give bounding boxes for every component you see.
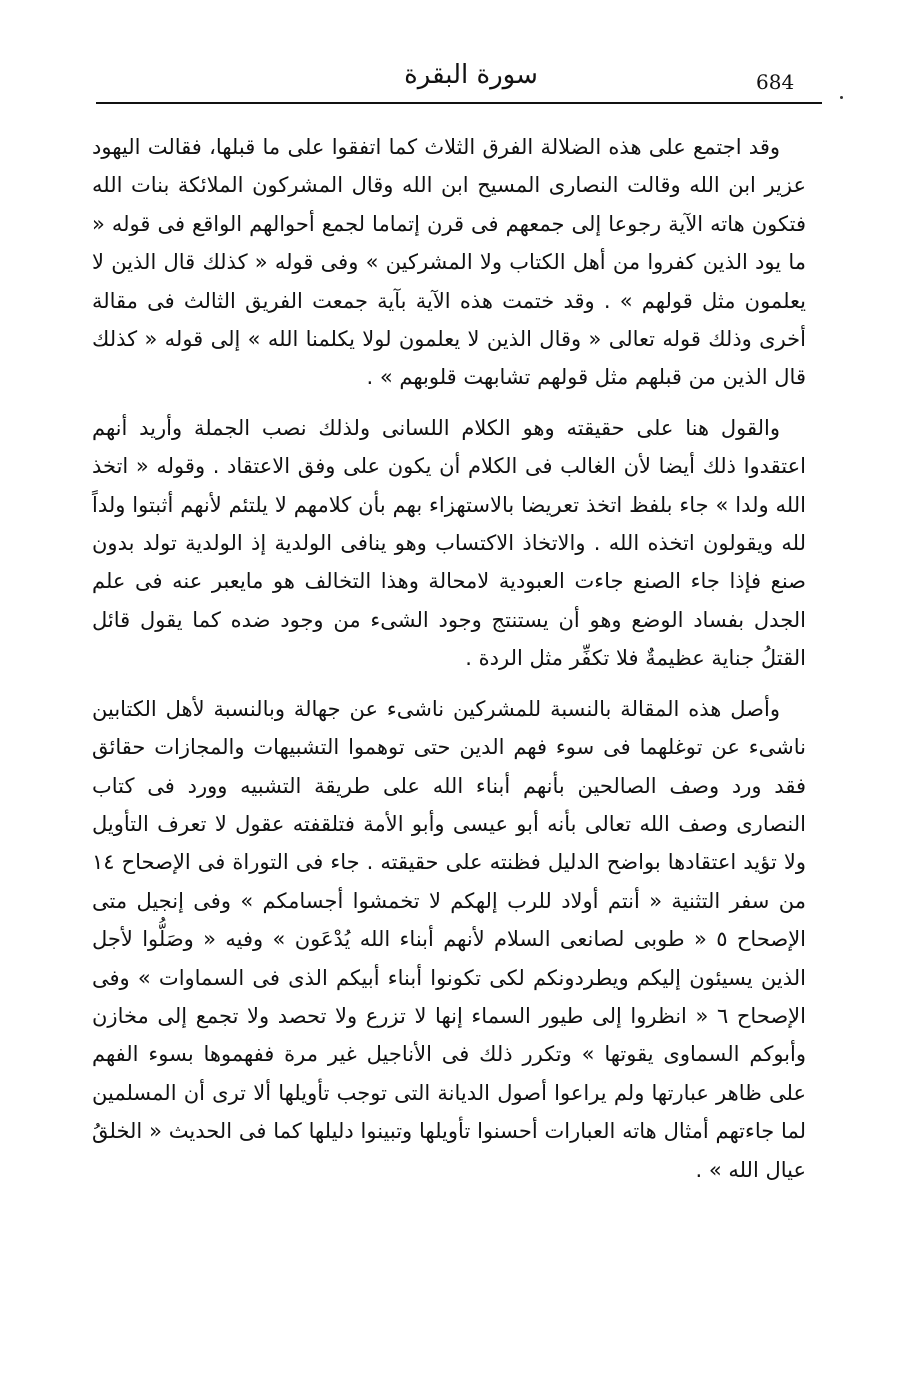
page-number: 684 (756, 70, 795, 94)
scan-speck (840, 96, 843, 99)
paragraph-1: وقد اجتمع على هذه الضلالة الفرق الثلاث كما اتفقوا على ما قبلها، فقالت اليهود عزير ابن الله وقالت النصارى المسيح ابن الله وقال المشركون الملائكة بنات الله فتكون هاته الآية رجوعا إلى جمعهم فى قرن إتماما لجمع أحوالهم الواقع فى قوله « ما يود الذين كفروا من أهل الكتاب ولا المشركين » وفى قوله « كذلك قال الذين لا يعلمون مثل قولهم » . وقد ختمت هذه الآية بآية جمعت الفريق الثالث فى مقالة أخرى وذلك قوله تعالى « وقال الذين لا يعلمون لولا يكلمنا الله » إلى قوله « كذلك قال الذين من قبلهم مثل قولهم تشابهت قلوبهم » . (92, 135, 806, 390)
surah-title: سورة البقرة (404, 60, 538, 90)
header-divider (96, 102, 822, 104)
page-header (96, 52, 822, 104)
page-body (92, 128, 806, 1201)
paragraph-2: والقول هنا على حقيقته وهو الكلام اللسانى ولذلك نصب الجملة وأريد أنهم اعتقدوا ذلك أيضا لأن الغالب فى الكلام أن يكون على وفق الاعتقاد . وقوله « اتخذ الله ولدا » جاء بلفظ اتخذ تعريضا بالاستهزاء بهم بأن كلامهم لا يلتئم لأنهم أثبتوا ولداً لله ويقولون اتخذه الله . والاتخاذ الاكتساب وهو ينافى الولدية إذ الولدية تولد بدون صنع فإذا جاء الصنع جاءت العبودية لامحالة وهذا التخالف هو مايعبر عنه فى علم الجدل بفساد الوضع وهو أن يستنتج وجود الشىء من وجود ضده كما يقول قائل القتلُ جناية عظيمةٌ فلا تكفِّر مثل الردة . (92, 415, 806, 671)
paragraph-3: وأصل هذه المقالة بالنسبة للمشركين ناشىء عن جهالة وبالنسبة لأهل الكتابين ناشىء عن توغلهما فى سوء فهم الدين حتى توهموا التشبيهات والمجازات حقائق فقد ورد وصف الصالحين بأنهم أبناء الله على طريقة التشبيه وورد فى كتاب النصارى وصف الله تعالى بأنه أبو عيسى وأبو الأمة فتلقفته عقول لا تعرف التأويل ولا تؤيد اعتقادها بواضح الدليل فظنته على حقيقته . جاء فى التوراة فى الإصحاح ١٤ من سفر التثنية « أنتم أولاد للرب إلهكم لا تخمشوا أجسامكم » وفى إنجيل متى الإصحاح ٥ « طوبى لصانعى السلام لأنهم أبناء الله يُدْعَون » وفيه « وصَلُّوا لأجل الذين يسيئون إليكم ويطردونكم لكى تكونوا أبناء أبيكم الذى فى السماوات » وفى الإصحاح ٦ « انظروا إلى طيور السماء إنها لا تزرع ولا تحصد ولا تجمع إلى مخازن وأبوكم السماوى يقوتها » وتكرر ذلك فى الأناجيل غير مرة ففهموها بسوء الفهم على ظاهر عبارتها ولم يراعوا أصول الديانة التى توجب تأويلها ألا ترى أن المسلمين لما جاءتهم أمثال هاته العبارات أحسنوا تأويلها وتبينوا دليلها كما فى الحديث « الخلقُ عيال الله » . (92, 696, 807, 1182)
